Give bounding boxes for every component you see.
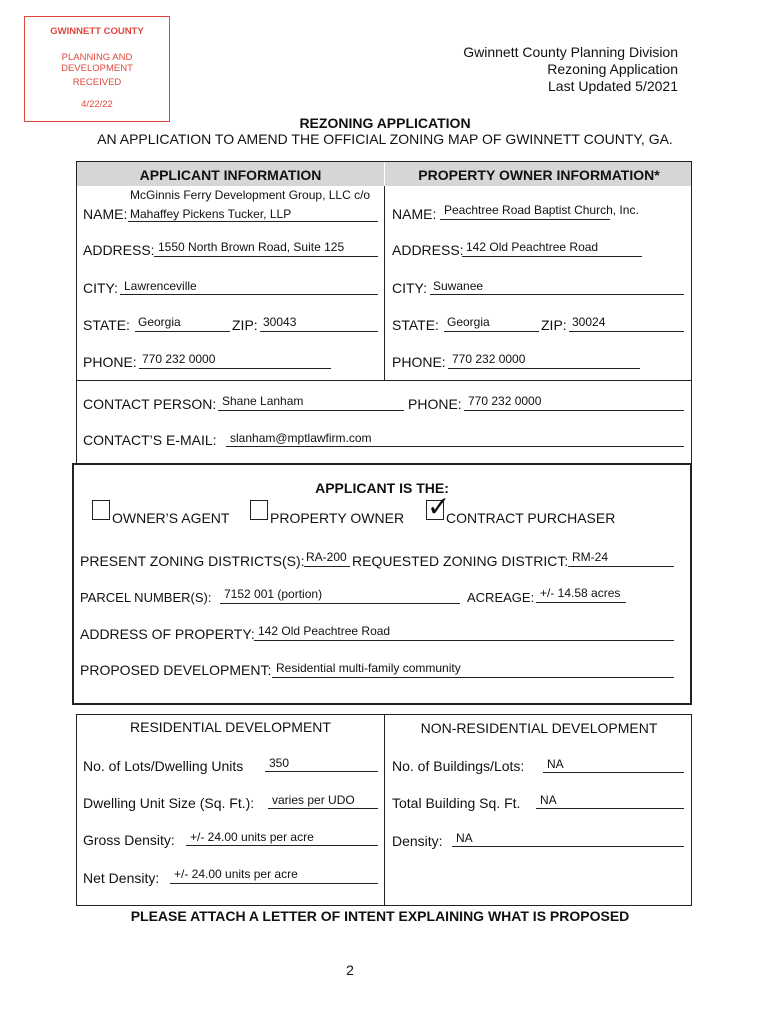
development-divider — [384, 714, 385, 906]
stamp-county: GWINNETT COUNTY — [50, 26, 144, 37]
applicant-phone-label: PHONE: — [83, 354, 137, 370]
applicant-zip-underline — [260, 331, 378, 332]
buildings-value[interactable]: NA — [547, 757, 564, 771]
owner-name-value[interactable]: Peachtree Road Baptist Church, Inc. — [444, 203, 639, 217]
buildings-underline — [543, 772, 684, 773]
applicant-state-label: STATE: — [83, 317, 130, 333]
contact-email-label: CONTACT’S E-MAIL: — [83, 432, 217, 448]
applicant-city-label: CITY: — [83, 280, 119, 296]
applicant-city-underline — [120, 294, 378, 295]
applicant-state-value[interactable]: Georgia — [138, 315, 181, 329]
owner-city-label: CITY: — [392, 280, 428, 296]
owner-zip-value[interactable]: 30024 — [572, 315, 606, 329]
stamp-dept: PLANNING AND DEVELOPMENT — [61, 52, 133, 74]
contact-person-label: CONTACT PERSON: — [83, 396, 217, 412]
gross-density-underline — [186, 845, 378, 846]
nonres-density-label: Density: — [392, 833, 443, 849]
buildings-label: No. of Buildings/Lots: — [392, 758, 525, 774]
parcel-value[interactable]: 7152 001 (portion) — [224, 587, 323, 601]
header-block — [463, 44, 678, 95]
applicant-state-underline — [135, 331, 230, 332]
parcel-label: PARCEL NUMBER(S): — [80, 590, 212, 605]
owner-heading: PROPERTY OWNER INFORMATION* — [418, 167, 660, 183]
stamp-status: RECEIVED — [72, 77, 122, 88]
owners-agent-label: OWNER’S AGENT — [112, 510, 230, 526]
form-title: REZONING APPLICATION — [299, 115, 471, 131]
form-subtitle: AN APPLICATION TO AMEND THE OFFICIAL ZONING MAP OF GWINNETT COUNTY, GA. — [97, 131, 673, 147]
owner-state-label: STATE: — [392, 317, 439, 333]
applicant-city-value[interactable]: Lawrenceville — [124, 279, 197, 293]
property-owner-label: PROPERTY OWNER — [270, 510, 405, 526]
unit-size-label: Dwelling Unit Size (Sq. Ft.): — [83, 795, 255, 811]
proposed-development-value[interactable]: Residential multi-family community — [276, 661, 461, 675]
contract-purchaser-label: CONTRACT PURCHASER — [446, 510, 616, 526]
net-density-value[interactable]: +/- 24.00 units per acre — [174, 867, 298, 881]
parcel-underline — [220, 603, 460, 604]
applicant-phone-value[interactable]: 770 232 0000 — [142, 352, 216, 366]
owner-address-value[interactable]: 142 Old Peachtree Road — [466, 240, 599, 254]
applicant-zip-label: ZIP: — [232, 317, 258, 333]
lots-value[interactable]: 350 — [269, 756, 290, 770]
applicant-name-underline — [128, 221, 378, 222]
owner-address-label: ADDRESS: — [392, 242, 464, 258]
owner-name-label: NAME: — [392, 206, 437, 222]
applicant-name-label: NAME: — [83, 206, 128, 222]
contract-purchaser-checkbox[interactable] — [426, 490, 451, 523]
nonres-density-underline — [452, 846, 684, 847]
applicant-name-line1[interactable]: McGinnis Ferry Development Group, LLC c/o — [130, 188, 371, 202]
owner-zip-label: ZIP: — [541, 317, 567, 333]
property-address-label: ADDRESS OF PROPERTY: — [80, 626, 255, 642]
applicant-address-value[interactable]: 1550 North Brown Road, Suite 125 — [158, 240, 345, 254]
property-address-underline — [254, 640, 674, 641]
net-density-label: Net Density: — [83, 870, 160, 886]
owner-city-value[interactable]: Suwanee — [433, 279, 484, 293]
net-density-underline — [170, 883, 378, 884]
stamp-date: 4/22/22 — [81, 99, 113, 110]
applicant-zip-value[interactable]: 30043 — [263, 315, 297, 329]
header-line1: Gwinnett County Planning Division — [463, 44, 678, 60]
gross-density-label: Gross Density: — [83, 832, 175, 848]
building-sqft-underline — [536, 808, 684, 809]
requested-zoning-underline — [568, 566, 674, 567]
owner-address-underline — [462, 256, 642, 257]
owner-state-underline — [444, 331, 539, 332]
acreage-value[interactable]: +/- 14.58 acres — [540, 586, 621, 600]
received-stamp — [24, 16, 170, 122]
present-zoning-value[interactable]: RA-200 — [306, 550, 347, 564]
owner-phone-underline — [448, 368, 640, 369]
gross-density-value[interactable]: +/- 24.00 units per acre — [190, 830, 314, 844]
requested-zoning-value[interactable]: RM-24 — [572, 550, 609, 564]
owner-name-underline — [440, 219, 610, 220]
header-line2: Rezoning Application — [547, 61, 678, 77]
contact-phone-label: PHONE: — [408, 396, 462, 412]
proposed-development-label: PROPOSED DEVELOPMENT: — [80, 662, 272, 678]
contact-box — [76, 380, 692, 464]
unit-size-value[interactable]: varies per UDO — [272, 793, 355, 807]
contact-phone-underline — [464, 410, 684, 411]
contact-person-value[interactable]: Shane Lanham — [222, 394, 304, 408]
owner-city-underline — [430, 294, 684, 295]
proposed-development-underline — [272, 677, 674, 678]
header-gap — [384, 162, 385, 186]
nonres-density-value[interactable]: NA — [456, 831, 473, 845]
present-zoning-label: PRESENT ZONING DISTRICTS(S): — [80, 553, 305, 569]
applicant-address-underline — [154, 256, 378, 257]
attach-letter-note: PLEASE ATTACH A LETTER OF INTENT EXPLAINING WHAT IS PROPOSED — [130, 908, 630, 924]
owner-phone-label: PHONE: — [392, 354, 446, 370]
contact-phone-value[interactable]: 770 232 0000 — [468, 394, 542, 408]
applicant-is-heading: APPLICANT IS THE: — [315, 480, 449, 496]
contact-person-underline — [218, 410, 404, 411]
requested-zoning-label: REQUESTED ZONING DISTRICT: — [352, 553, 569, 569]
contact-email-underline — [226, 446, 684, 447]
acreage-underline — [536, 602, 626, 603]
property-owner-checkbox[interactable] — [250, 500, 268, 520]
present-zoning-underline — [304, 566, 350, 567]
owner-zip-underline — [569, 331, 684, 332]
property-address-value[interactable]: 142 Old Peachtree Road — [258, 624, 391, 638]
building-sqft-label: Total Building Sq. Ft. — [392, 795, 521, 811]
residential-heading: RESIDENTIAL DEVELOPMENT — [130, 719, 331, 735]
applicant-phone-underline — [139, 368, 331, 369]
applicant-address-label: ADDRESS: — [83, 242, 155, 258]
page-number: 2 — [346, 962, 354, 978]
unit-size-underline — [268, 808, 378, 809]
lots-underline — [265, 771, 378, 772]
owners-agent-checkbox[interactable] — [92, 500, 110, 520]
contact-email-value[interactable]: slanham@mptlawfirm.com — [230, 431, 372, 445]
acreage-label: ACREAGE: — [467, 590, 535, 605]
applicant-name-line2[interactable]: Mahaffey Pickens Tucker, LLP — [130, 207, 292, 221]
owner-phone-value[interactable]: 770 232 0000 — [452, 352, 526, 366]
header-line3: Last Updated 5/2021 — [548, 78, 678, 94]
lots-label: No. of Lots/Dwelling Units — [83, 758, 244, 774]
column-divider — [384, 161, 385, 381]
owner-state-value[interactable]: Georgia — [447, 315, 490, 329]
check-mark-icon: ✓ — [427, 490, 451, 523]
applicant-heading: APPLICANT INFORMATION — [139, 167, 322, 183]
nonresidential-heading: NON-RESIDENTIAL DEVELOPMENT — [420, 720, 658, 736]
building-sqft-value[interactable]: NA — [540, 793, 557, 807]
